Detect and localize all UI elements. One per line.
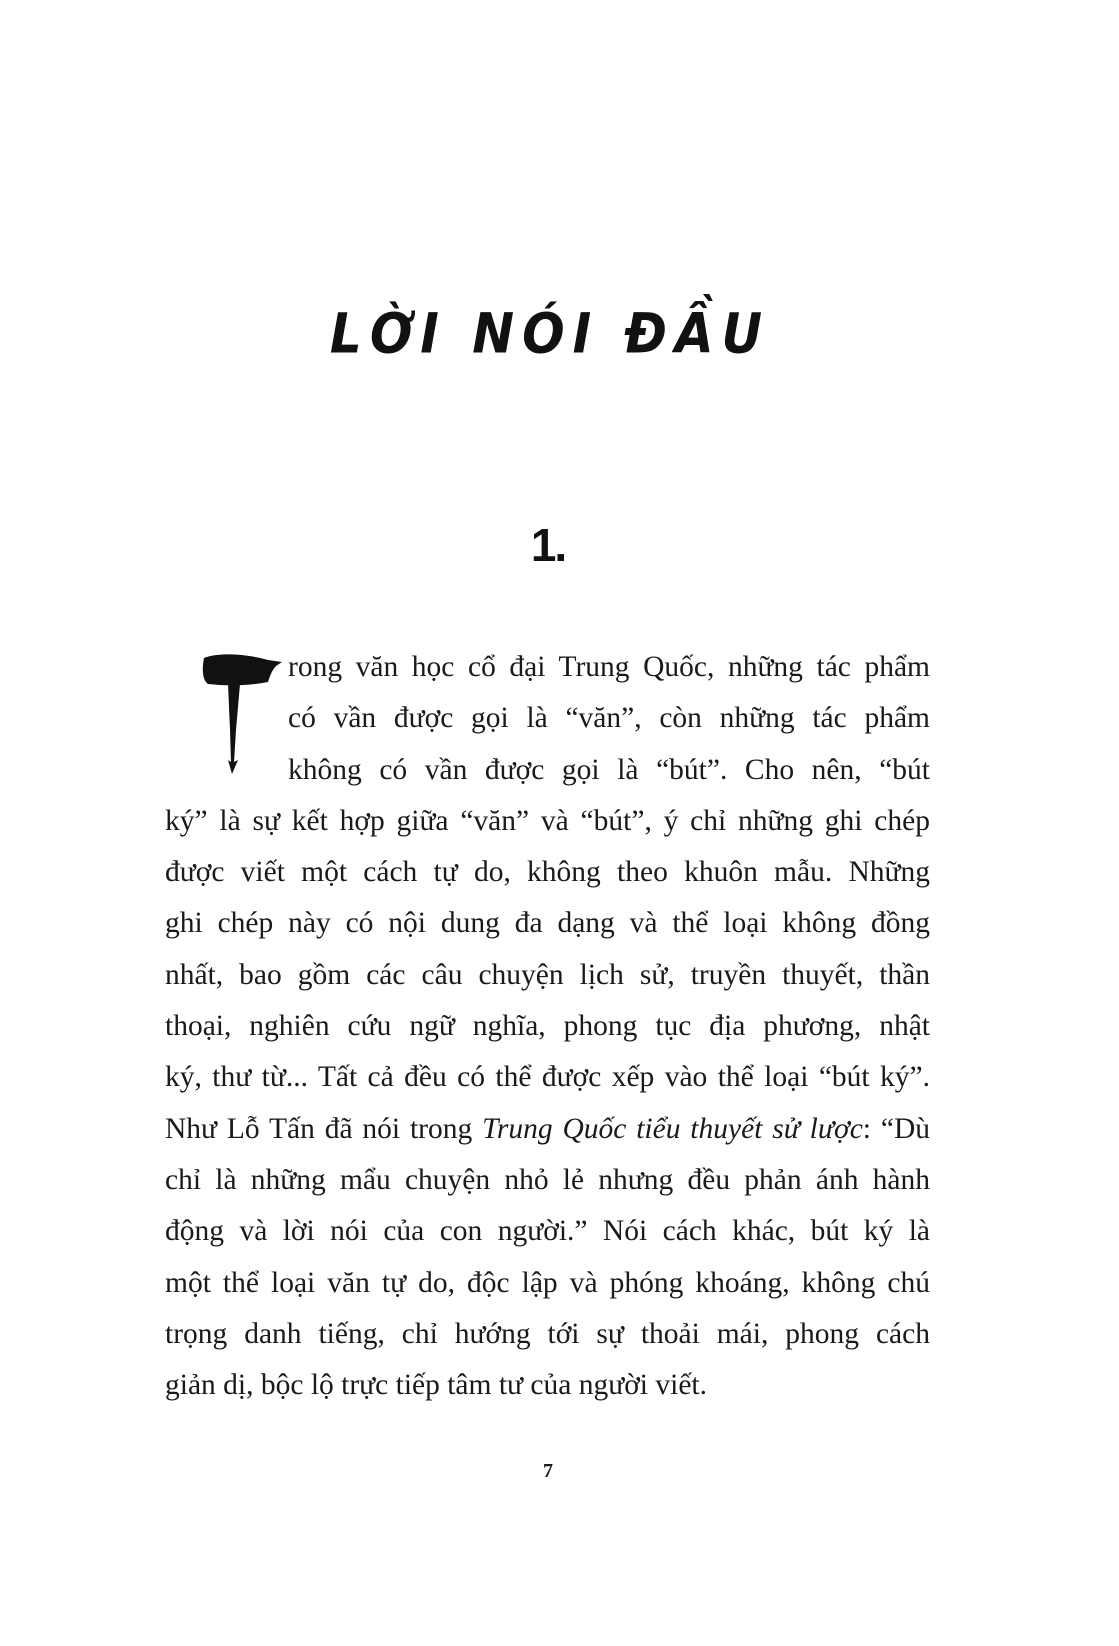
text-line: chỉ là những mẩu chuyện nhỏ lẻ nhưng đều phản ánh hành xyxy=(165,1163,930,1196)
text-line: giản dị, bộc lộ trực tiếp tâm tư của người viết. xyxy=(165,1369,707,1402)
text-line: một thể loại văn tự do, độc lập và phóng khoáng, không chú xyxy=(165,1266,930,1299)
text-line: rong văn học cổ đại Trung Quốc, những tác phẩm xyxy=(288,651,930,683)
text-line: ký” là sự kết hợp giữa “văn” và “bút”, ý chỉ những ghi chép xyxy=(165,804,930,837)
text-line: nhất, bao gồm các câu chuyện lịch sử, truyền thuyết, thần xyxy=(165,958,930,991)
page-number: 7 xyxy=(543,1460,553,1482)
text-line: Như Lỗ Tấn đã nói trong Trung Quốc tiểu thuyết sử lược: “Dù xyxy=(165,1112,930,1145)
text-line: được viết một cách tự do, không theo khuôn mẫu. Những xyxy=(165,856,930,889)
text-line: ký, thư từ... Tất cả đều có thể được xếp vào thể loại “bút ký”. xyxy=(165,1061,930,1094)
text-line: động và lời nói của con người.” Nói cách khác, bút ký là xyxy=(165,1215,930,1248)
section-number: 1. xyxy=(530,519,566,571)
text-line: thoại, nghiên cứu ngữ nghĩa, phong tục địa phương, nhật xyxy=(165,1010,930,1043)
text-line: có vần được gọi là “văn”, còn những tác phẩm xyxy=(288,702,930,735)
chapter-title: LỜI NÓI ĐẦU xyxy=(329,302,771,366)
book-title: Trung Quốc tiểu thuyết sử lược xyxy=(482,1112,863,1145)
text-line: trọng danh tiếng, chỉ hướng tới sự thoải mái, phong cách xyxy=(165,1317,930,1350)
text-line: ghi chép này có nội dung đa dạng và thể loại không đồng xyxy=(165,907,930,940)
text-line: không có vần được gọi là “bút”. Cho nên, “bút xyxy=(288,753,930,786)
body-paragraph xyxy=(165,642,930,1411)
